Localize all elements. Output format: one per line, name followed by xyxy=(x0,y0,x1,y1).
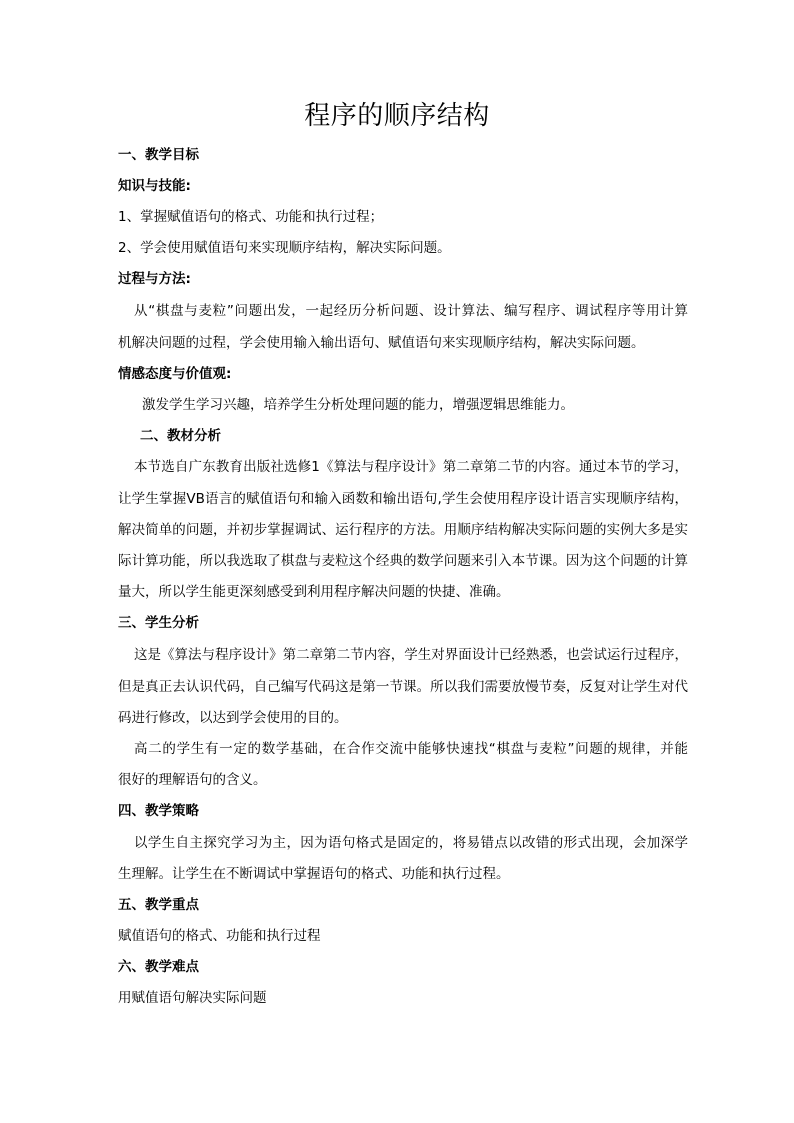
process-paragraph-line: 从“棋盘与麦粒”问题出发，一起经历分析问题、设计算法、编写程序、调试程序等用计算 xyxy=(134,303,688,319)
section-heading-teaching-goals: 一、教学目标 xyxy=(118,147,199,163)
key-points-line: 赋值语句的格式、功能和执行过程 xyxy=(118,928,321,944)
document-title: 程序的顺序结构 xyxy=(304,101,490,131)
emotion-paragraph-line: 激发学生学习兴趣，培养学生分析处理问题的能力，增强逻辑思维能力。 xyxy=(142,397,574,413)
textbook-analysis-line: 解决简单的问题，并初步掌握调试、运行程序的方法。用顺序结构解决实际问题的实例大多是实 xyxy=(118,522,688,538)
section-heading-difficulties: 六、教学难点 xyxy=(118,959,199,975)
textbook-analysis-line: 本节选自广东教育出版社选修1《算法与程序设计》第二章第二节的内容。通过本节的学习， xyxy=(134,459,688,475)
section-heading-teaching-strategy: 四、教学策略 xyxy=(118,803,199,819)
teaching-strategy-line: 以学生自主探究学习为主，因为语句格式是固定的，将易错点以改错的形式出现，会加深学 xyxy=(134,835,688,851)
knowledge-item-1: 1、掌握赋值语句的格式、功能和执行过程； xyxy=(118,209,384,225)
difficulties-line: 用赋值语句解决实际问题 xyxy=(118,990,267,1006)
student-analysis-line: 高二的学生有一定的数学基础，在合作交流中能够快速找“棋盘与麦粒”问题的规律，并能 xyxy=(134,741,688,757)
subheading-process-methods: 过程与方法: xyxy=(118,271,191,287)
textbook-analysis-line: 让学生掌握VB语言的赋值语句和输入函数和输出语句,学生会使用程序设计语言实现顺序结构， xyxy=(118,491,688,507)
teaching-strategy-line: 生理解。让学生在不断调试中掌握语句的格式、功能和执行过程。 xyxy=(118,866,510,882)
student-analysis-line: 但是真正去认识代码，自己编写代码这是第一节课。所以我们需要放慢节奏，反复对让学生对代 xyxy=(118,679,688,695)
subheading-knowledge-skills: 知识与技能: xyxy=(118,178,191,194)
student-analysis-line: 码进行修改，以达到学会使用的目的。 xyxy=(118,710,348,726)
process-paragraph-line: 机解决问题的过程，学会使用输入输出语句、赋值语句来实现顺序结构，解决实际问题。 xyxy=(118,335,645,351)
subheading-emotion-values: 情感态度与价值观: xyxy=(118,366,232,382)
textbook-analysis-line: 量大，所以学生能更深刻感受到利用程序解决问题的快捷、准确。 xyxy=(118,584,510,600)
knowledge-item-2: 2、学会使用赋值语句来实现顺序结构，解决实际问题。 xyxy=(118,240,451,256)
textbook-analysis-line: 际计算功能，所以我选取了棋盘与麦粒这个经典的数学问题来引入本节课。因为这个问题的计算 xyxy=(118,553,688,569)
section-heading-student-analysis: 三、学生分析 xyxy=(118,615,199,631)
student-analysis-line: 这是《算法与程序设计》第二章第二节内容，学生对界面设计已经熟悉，也尝试运行过程序， xyxy=(134,647,688,663)
student-analysis-line: 很好的理解语句的含义。 xyxy=(118,772,267,788)
section-heading-key-points: 五、教学重点 xyxy=(118,897,199,913)
section-heading-textbook-analysis: 二、教材分析 xyxy=(140,428,221,444)
